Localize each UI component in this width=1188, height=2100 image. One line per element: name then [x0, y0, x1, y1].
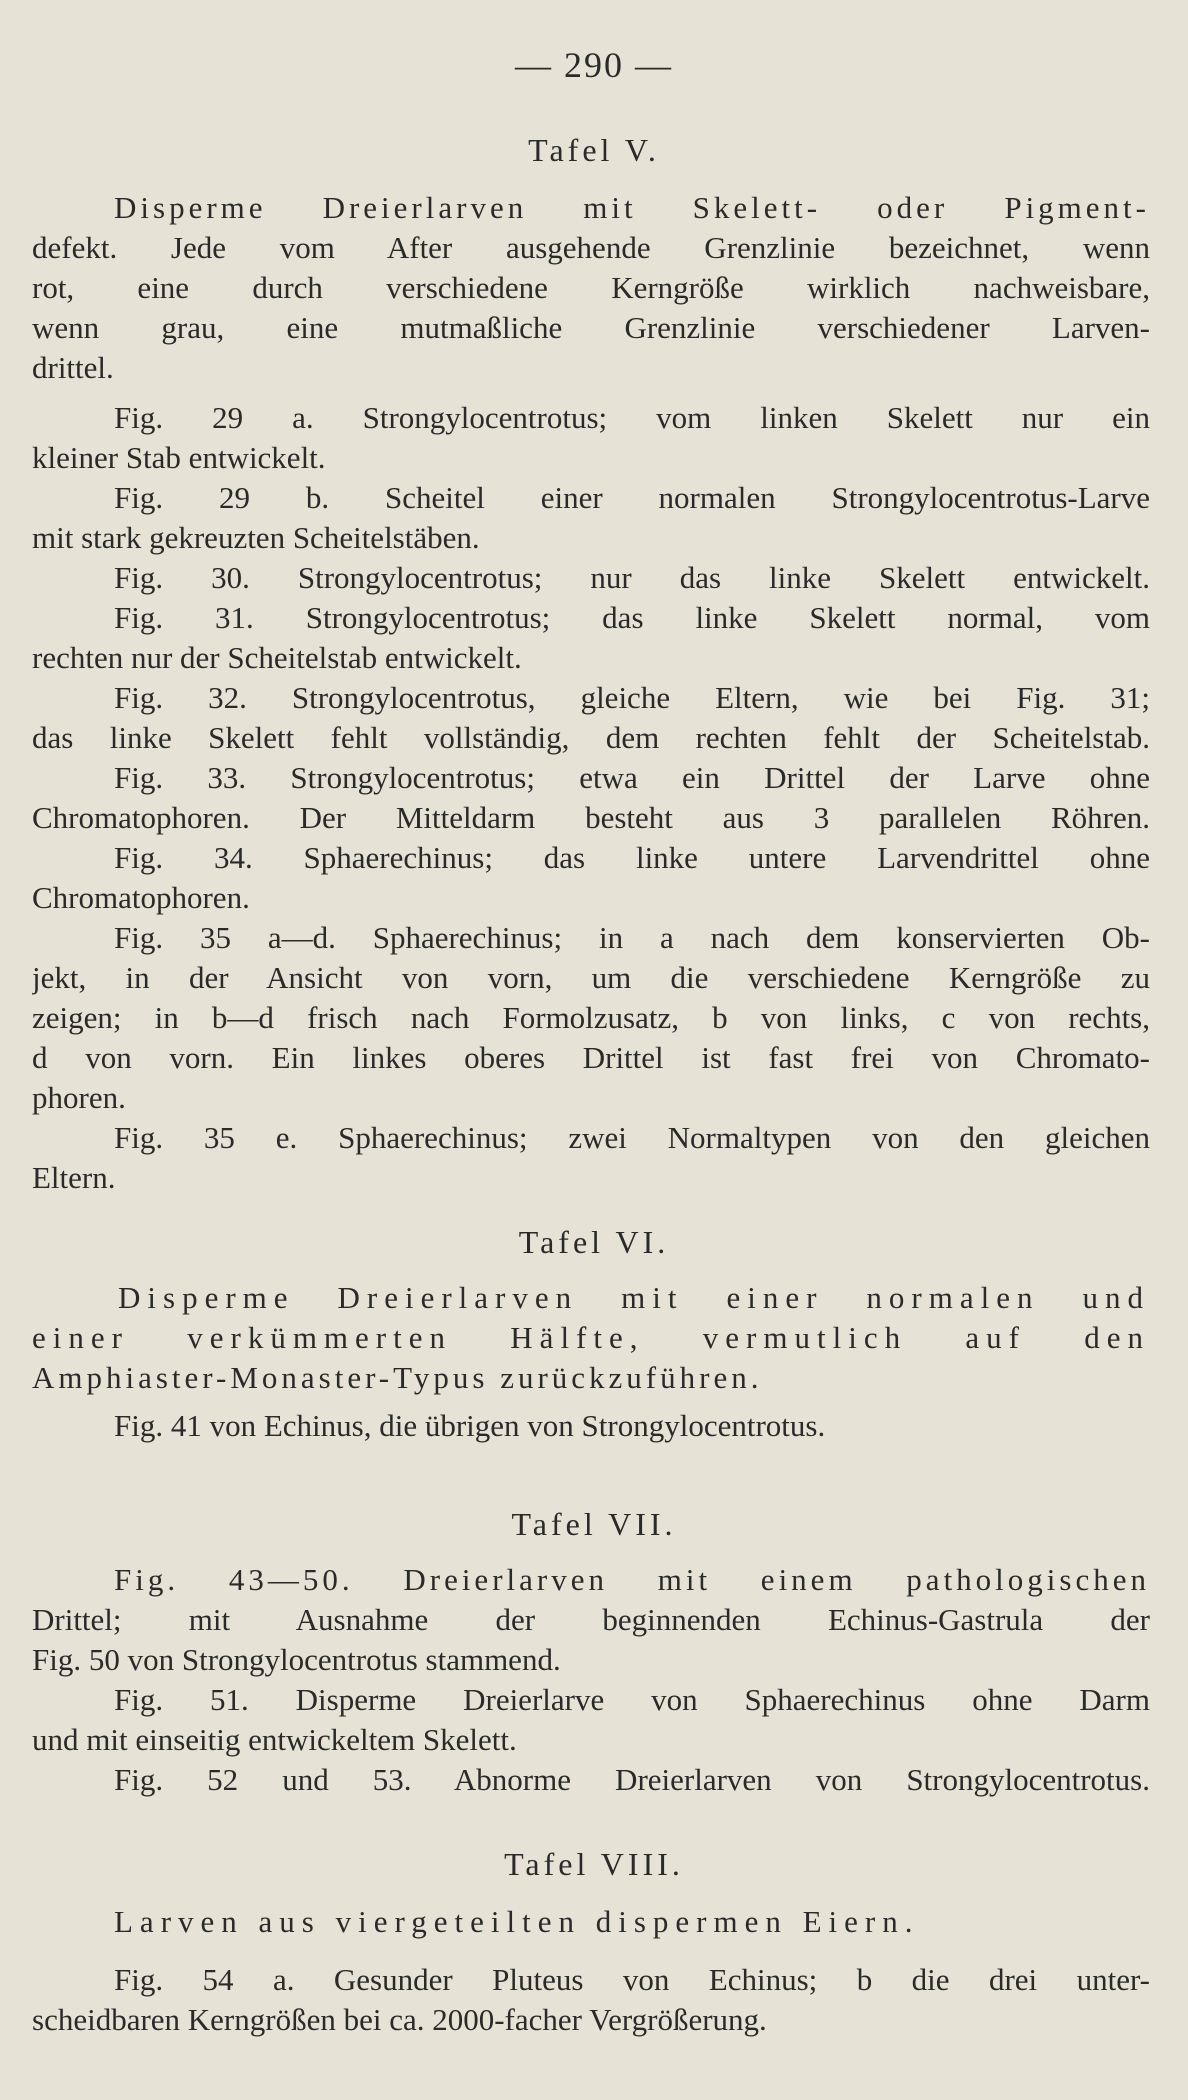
text-line: kleiner Stab entwickelt. [32, 440, 326, 475]
text-line: jekt, in der Ansicht von vorn, um die verschiedene Kerngröße zu [32, 960, 1150, 995]
text-line: Eltern. [32, 1160, 116, 1195]
text-line: Fig. 32. Strongylocentrotus, gleiche Eltern, wie bei Fig. 31; [114, 680, 1150, 715]
tafel-vi-heading: Tafel VI. [518, 1224, 670, 1260]
text-line: mit stark gekreuzten Scheitelstäben. [32, 520, 480, 555]
text-line: Fig. 43—50. Dreierlarven mit einem pathologischen [114, 1562, 1150, 1597]
text-line: Disperme Dreierlarven mit einer normalen und [118, 1280, 1150, 1315]
text-line: Fig. 35 e. Sphaerechinus; zwei Normaltypen von den gleichen [114, 1120, 1150, 1155]
tafel-v-intro [32, 188, 1150, 388]
text-line: Fig. 50 von Strongylocentrotus stammend. [32, 1642, 561, 1677]
text-line: d von vorn. Ein linkes oberes Drittel ist fast frei von Chromato- [32, 1040, 1150, 1075]
text-line: das linke Skelett fehlt vollständig, dem rechten fehlt der Scheitelstab. [32, 720, 1150, 755]
tafel-v-heading: Tafel V. [528, 132, 660, 168]
text-line: drittel. [32, 350, 114, 385]
tafel-vii-captions [32, 1560, 1150, 1800]
tafel-vi-note [32, 1406, 1150, 1446]
text-line: Fig. 29 a. Strongylocentrotus; vom linken Skelett nur ein [114, 400, 1150, 435]
text-line: einer verkümmerten Hälfte, vermutlich auf den [32, 1320, 1150, 1355]
text-line: Disperme Dreierlarven mit Skelett- oder Pigment- [114, 190, 1150, 225]
text-line: rot, eine durch verschiedene Kerngröße wirklich nachweisbare, [32, 270, 1150, 305]
text-line: Drittel; mit Ausnahme der beginnenden Echinus-Gastrula der [32, 1602, 1150, 1637]
tafel-v-figure-captions [32, 398, 1150, 1198]
text-line: Fig. 54 a. Gesunder Pluteus von Echinus; b die drei unter- [114, 1962, 1150, 1997]
tafel-viii-intro [32, 1902, 1150, 1942]
text-line: Chromatophoren. [32, 880, 250, 915]
text-line: Fig. 34. Sphaerechinus; das linke untere Larvendrittel ohne [114, 840, 1150, 875]
tafel-viii-captions [32, 1960, 1150, 2040]
page-number: — 290 — [515, 45, 673, 85]
text-line: rechten nur der Scheitelstab entwickelt. [32, 640, 522, 675]
tafel-vii-heading: Tafel VII. [511, 1506, 677, 1542]
text-line: Amphiaster-Monaster-Typus zurückzuführen. [32, 1360, 763, 1395]
tafel-vi-intro [32, 1278, 1150, 1398]
text-line: phoren. [32, 1080, 126, 1115]
tafel-viii-heading: Tafel VIII. [504, 1846, 684, 1882]
text-line: Fig. 41 von Echinus, die übrigen von Strongylocentrotus. [114, 1408, 826, 1443]
text-line: scheidbaren Kerngrößen bei ca. 2000-facher Vergrößerung. [32, 2002, 767, 2037]
text-line: Fig. 33. Strongylocentrotus; etwa ein Drittel der Larve ohne [114, 760, 1150, 795]
text-line: zeigen; in b—d frisch nach Formolzusatz, b von links, c von rechts, [32, 1000, 1150, 1035]
text-line: Fig. 35 a—d. Sphaerechinus; in a nach dem konservierten Ob- [114, 920, 1150, 955]
text-line: Fig. 51. Disperme Dreierlarve von Sphaerechinus ohne Darm [114, 1682, 1150, 1717]
text-line: Fig. 30. Strongylocentrotus; nur das linke Skelett entwickelt. [114, 560, 1150, 595]
text-line: Fig. 31. Strongylocentrotus; das linke Skelett normal, vom [114, 600, 1150, 635]
text-line: Chromatophoren. Der Mitteldarm besteht aus 3 parallelen Röhren. [32, 800, 1150, 835]
text-line: Larven aus viergeteilten dispermen Eiern. [114, 1904, 920, 1939]
text-line: wenn grau, eine mutmaßliche Grenzlinie verschiedener Larven- [32, 310, 1150, 345]
text-line: Fig. 29 b. Scheitel einer normalen Strongylocentrotus-Larve [114, 480, 1150, 515]
text-line: und mit einseitig entwickeltem Skelett. [32, 1722, 517, 1757]
text-line: defekt. Jede vom After ausgehende Grenzlinie bezeichnet, wenn [32, 230, 1150, 265]
text-line: Fig. 52 und 53. Abnorme Dreierlarven von Strongylocentrotus. [114, 1762, 1150, 1797]
